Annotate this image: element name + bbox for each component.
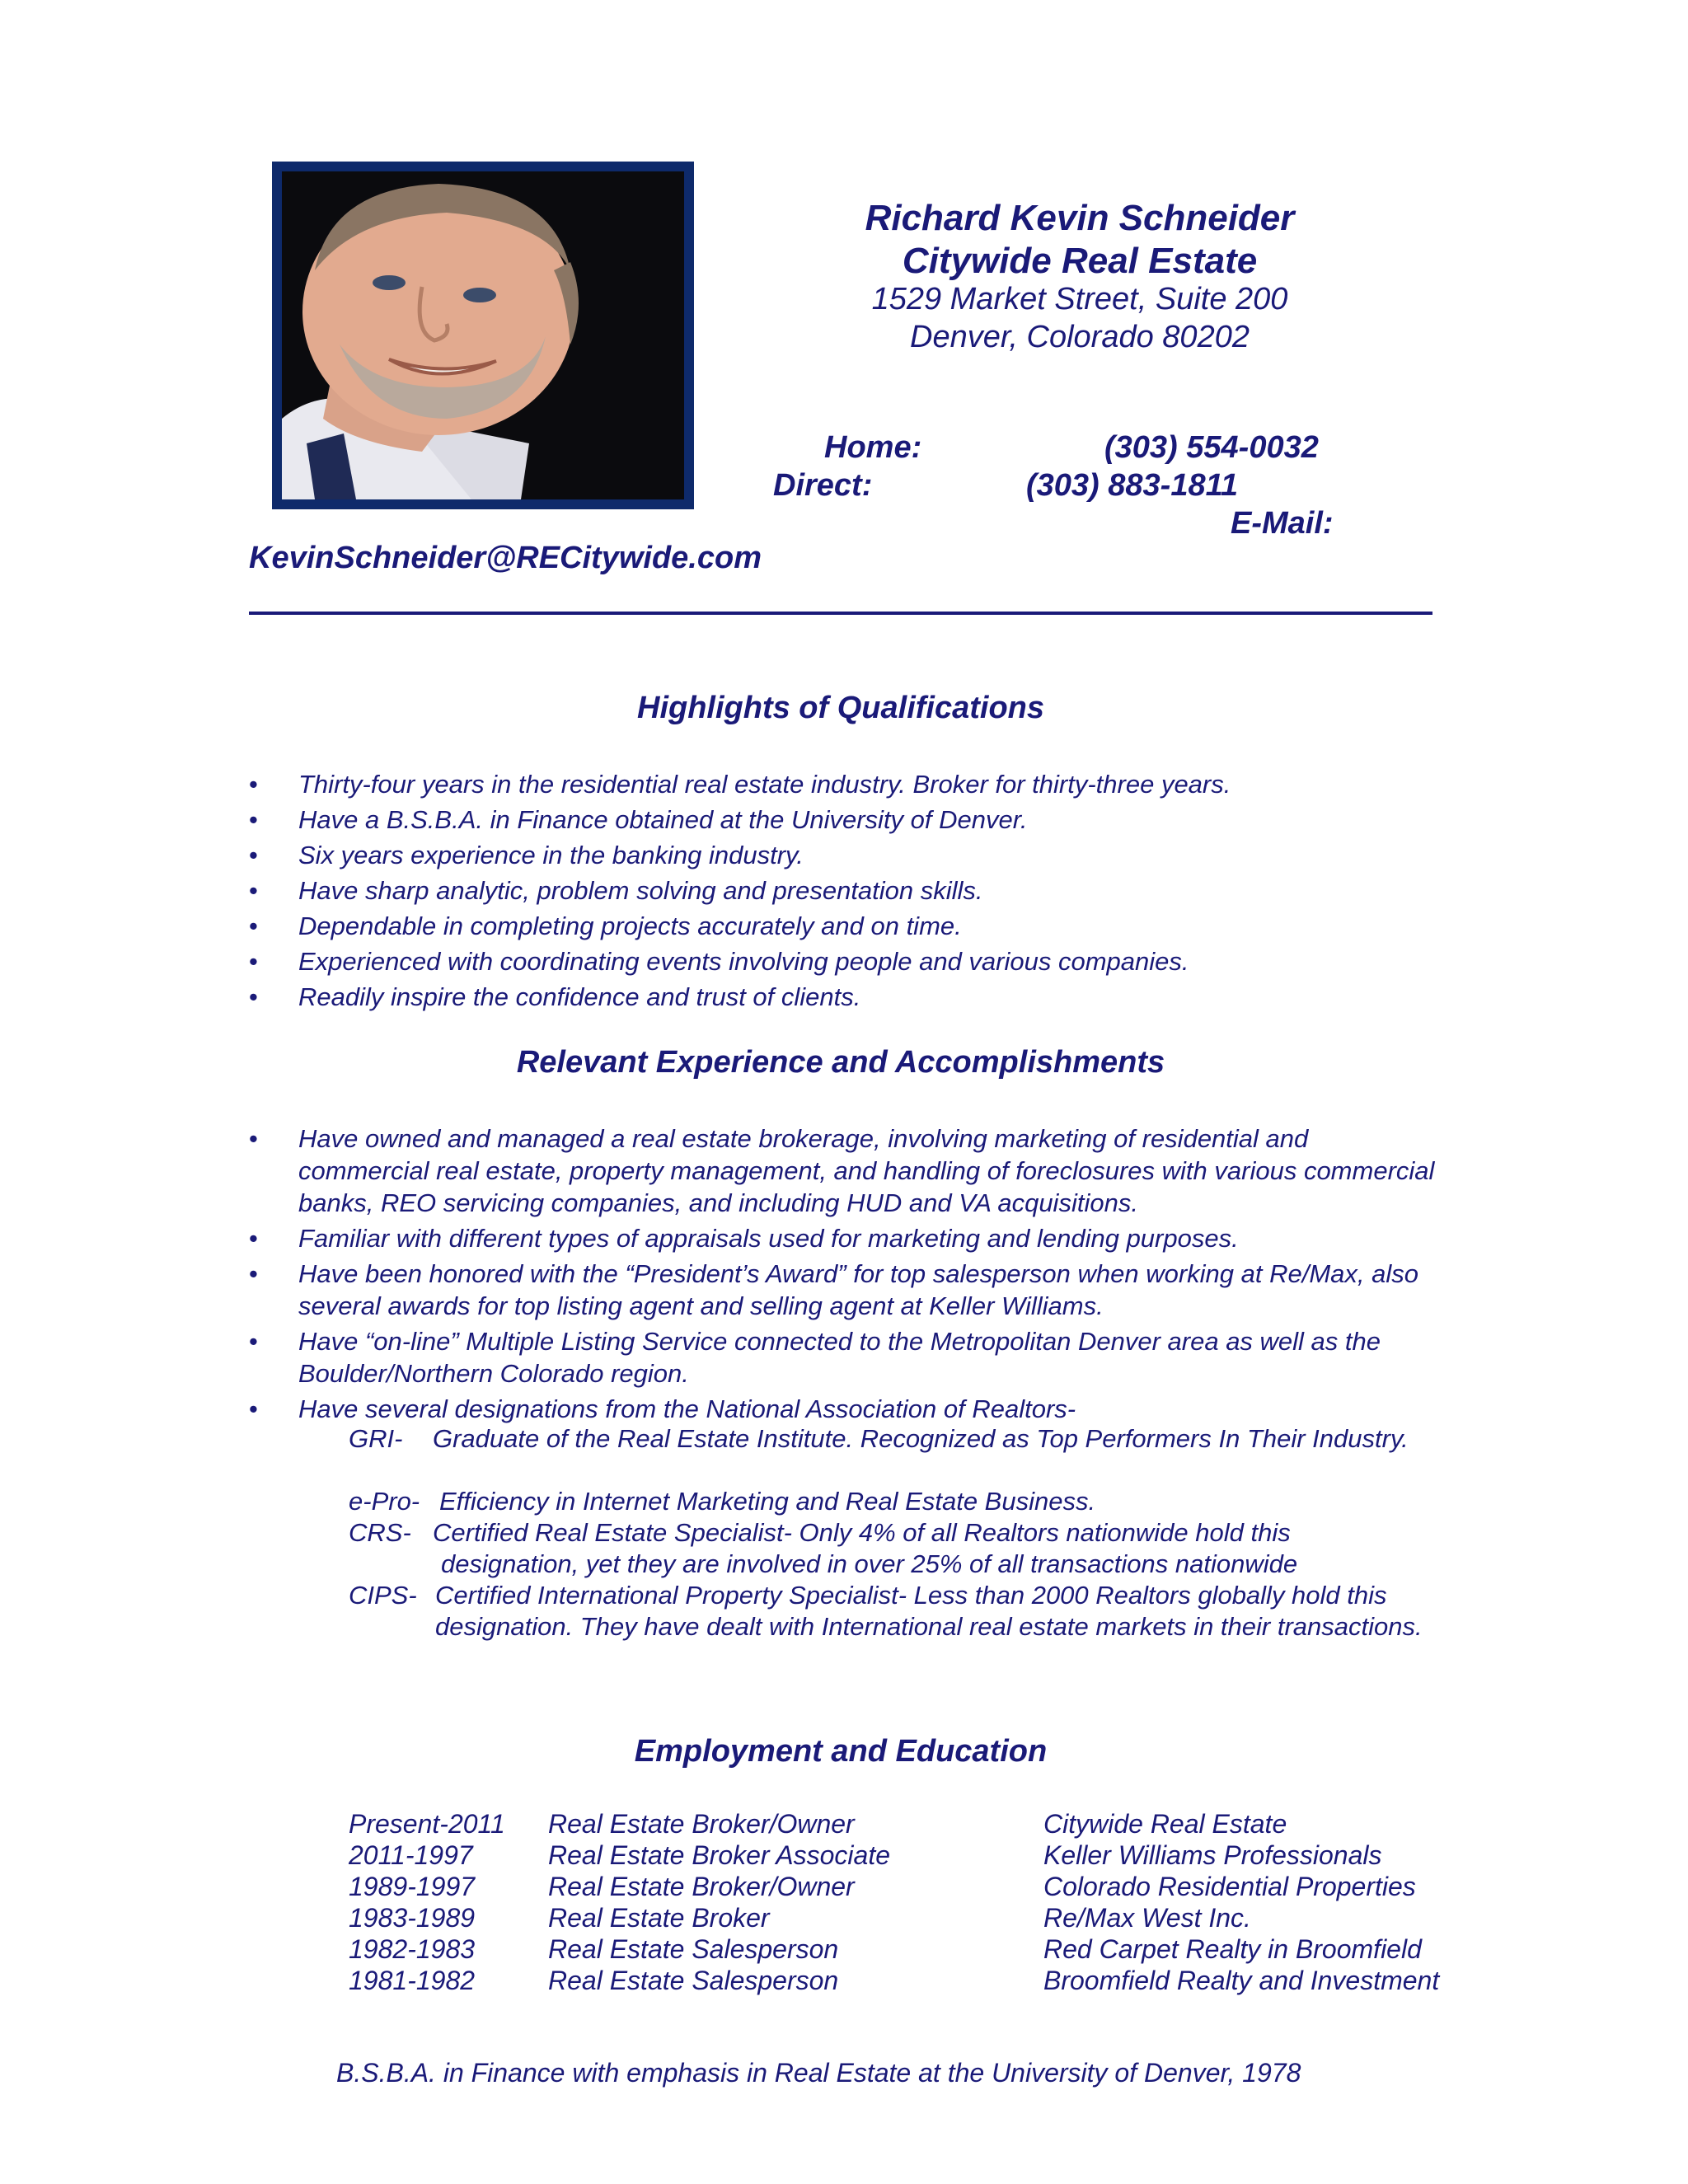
list-item: • Have owned and managed a real estate brokerage, involving marketing of residential and commercial real estate, property management, and handling of foreclosures with various commercial banks, REO servicing companies, and including HUD and VA acquisitions. <box>249 1124 1435 1217</box>
profile-photo-image <box>282 171 684 499</box>
list-item: • Readily inspire the confidence and trust of clients. <box>249 979 1485 1015</box>
email-link[interactable]: KevinSchneider@RECitywide.com <box>249 541 762 575</box>
list-item: • Dependable in completing projects accurately and on time. <box>249 908 1485 944</box>
bullet-icon: • <box>249 982 258 1011</box>
list-item: • Have a B.S.B.A. in Finance obtained at the University of Denver. <box>249 802 1485 837</box>
degree-statement: B.S.B.A. in Finance with emphasis in Real Estate at the University of Denver, 1978 <box>336 2058 1301 2088</box>
bullet-icon: • <box>249 841 258 869</box>
employment-heading: Employment and Education <box>634 1734 1048 1769</box>
list-item: • Have been honored with the “President’s Award” for top salesperson when working at Re/Max, also several awards for top listing agent and selling agent at Keller Williams. <box>249 1259 1418 1320</box>
qualifications-heading: Highlights of Qualifications <box>637 691 1044 725</box>
designations-list <box>349 1423 1503 1674</box>
designation-cips: CIPS- Certified International Property Specialist- Less than 2000 Realtors globally hold this designation. They have dealt with International real estate markets in their transactions. <box>349 1581 1423 1641</box>
list-item: • Thirty-four years in the residential real estate industry. Broker for thirty-three years. <box>249 766 1485 802</box>
direct-phone[interactable]: (303) 883-1811 <box>1026 468 1239 503</box>
person-name: Richard Kevin Schneider <box>865 198 1295 238</box>
profile-photo <box>272 162 694 509</box>
designation-epro: e-Pro- Efficiency in Internet Marketing and Real Estate Business. <box>349 1487 1096 1516</box>
list-item: • Familiar with different types of appraisals used for marketing and lending purposes. <box>249 1224 1239 1253</box>
bullet-icon: • <box>249 1224 258 1253</box>
experience-heading: Relevant Experience and Accomplishments <box>516 1045 1165 1080</box>
home-label: Home: <box>824 430 922 465</box>
bullet-icon: • <box>249 947 258 976</box>
bullet-icon: • <box>249 876 258 905</box>
list-item: • Six years experience in the banking industry. <box>249 837 1485 873</box>
bullet-icon: • <box>249 1124 258 1153</box>
bullet-icon: • <box>249 1394 258 1423</box>
list-item: • Experienced with coordinating events involving people and various companies. <box>249 944 1485 979</box>
experience-list <box>249 1122 1485 1428</box>
list-item: • Have “on-line” Multiple Listing Service connected to the Metropolitan Denver area as well as the Boulder/Northern Colorado region. <box>249 1327 1381 1388</box>
company-name: Citywide Real Estate <box>902 241 1258 281</box>
designation-gri: GRI- Graduate of the Real Estate Institute. Recognized as Top Performers In Their Industry. <box>349 1424 1409 1453</box>
home-phone[interactable]: (303) 554-0032 <box>1104 430 1319 465</box>
bullet-icon: • <box>249 805 258 834</box>
address-line-2: Denver, Colorado 80202 <box>910 320 1250 354</box>
bullet-icon: • <box>249 770 258 799</box>
designation-crs: CRS- Certified Real Estate Specialist- Only 4% of all Realtors nationwide hold this designation, yet they are involved in over 25% of all transactions nationwide <box>349 1518 1298 1578</box>
list-item: • Have sharp analytic, problem solving and presentation skills. <box>249 873 1485 908</box>
bullet-icon: • <box>249 1327 258 1356</box>
bullet-icon: • <box>249 1259 258 1288</box>
portrait-illustration <box>282 171 684 499</box>
header-divider <box>249 612 1432 615</box>
direct-label: Direct: <box>773 468 873 503</box>
qualifications-list <box>249 766 1485 1015</box>
bullet-icon: • <box>249 912 258 940</box>
address-line-1: 1529 Market Street, Suite 200 <box>871 282 1288 316</box>
list-item: • Have several designations from the National Association of Realtors- <box>249 1394 1076 1423</box>
email-label: E-Mail: <box>1231 506 1334 541</box>
